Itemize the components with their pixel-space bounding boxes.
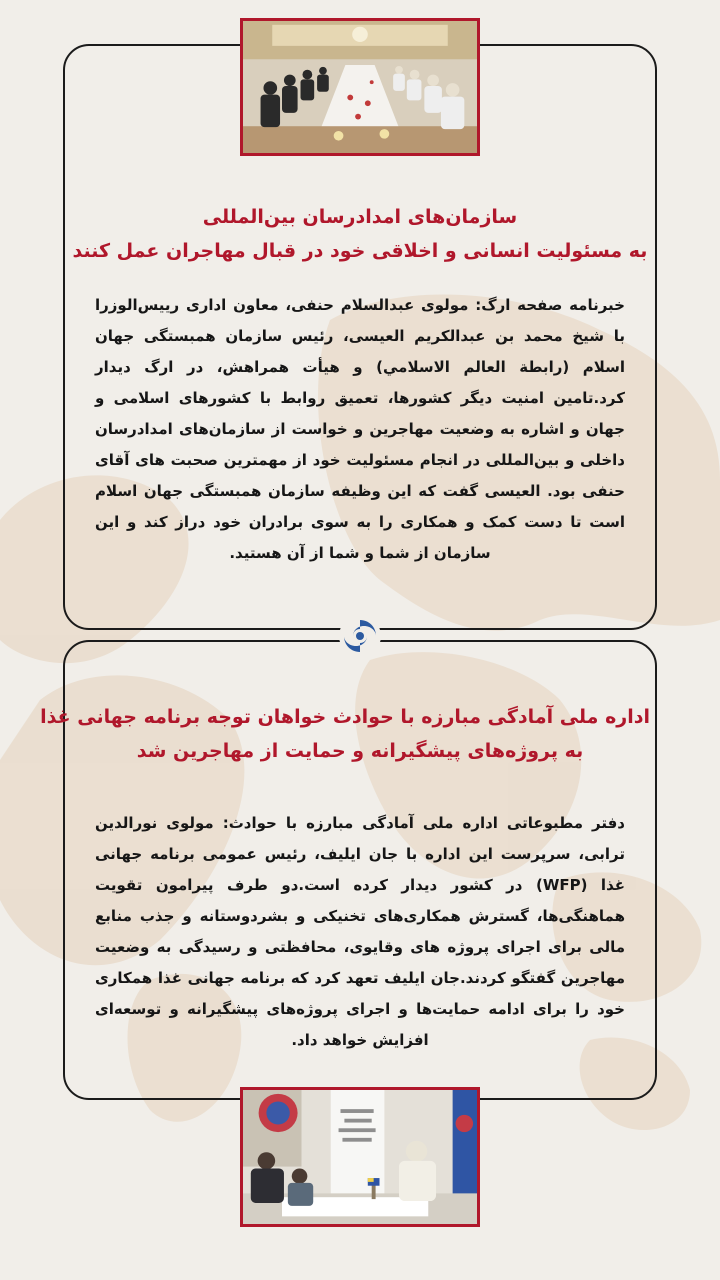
story-2-body: دفتر مطبوعاتی اداره ملی آمادگی مبارزه با حوادث: مولوی نورالدین ترابی، سرپرست این اداره با جان ایلیف، رئیس عمومی برنامه جهانی غذا (WFP) در کشور دیدار کرده است.دو طرف پیرامون تقویت هماهنگی‌ها، گسترش همکاری‌های تخنیکی و بشردوستانه و جذب منابع مالی برای اجرای پروژه های وقایوی، محافظتی و رسیدگی به وضعیت مهاجرین گفتگو کردند.جان ایلیف تعهد کرد که برنامه جهانی غذا همکاری خود را برای ادامه حمایت‌ها و اجرای پروژه‌های پیشگیرانه و توسعه‌ای افزایش خواهد داد. (95, 814, 625, 1049)
story-2-headline (40, 700, 650, 768)
story-1-headline (70, 200, 650, 268)
story-1-headline-line-1: سازمان‌های امدادرسان بین‌المللی (202, 206, 518, 228)
agency-logo-icon (339, 615, 381, 657)
meeting-photo-1 (240, 18, 480, 156)
story-1-headline-line-2: به مسئولیت انسانی و اخلاقی خود در قبال مهاجران عمل کنند (72, 240, 648, 262)
meeting-photo-2 (240, 1087, 480, 1227)
story-2-headline-line-2: به پروژه‌های پیشگیرانه و حمایت از مهاجرین شد (136, 740, 584, 762)
story-2-headline-line-1: اداره ملی آمادگی مبارزه با حوادث خواهان توجه برنامه جهانی غذا (40, 706, 650, 728)
story-1-body: خبرنامه صفحه ارگ: مولوی عبدالسلام حنفی، معاون اداری رییس‌الوزرا با شیخ محمد بن عبدالکریم العیسی، رئیس سازمان همبستگی جهان اسلام (رابطة العالم الاسلامي) و هیأت همراهش، در ارگ دیدار کرد.تامین امنیت دیگر کشورها، تعمیق روابط با کشورهای اسلامی و جهان و اشاره به وضعیت مهاجرین و خواست از سازمان‌های امدادرسان داخلی و بین‌المللی در انجام مسئولیت خود از مهمترین صحبت های آقای حنفی بود. العیسی گفت که این وظیفه سازمان همبستگی جهان اسلام است تا دست کمک و همکاری را به سوی برادران خود دراز کند و این سازمان از شما و شما از آن هستید. (95, 296, 625, 562)
